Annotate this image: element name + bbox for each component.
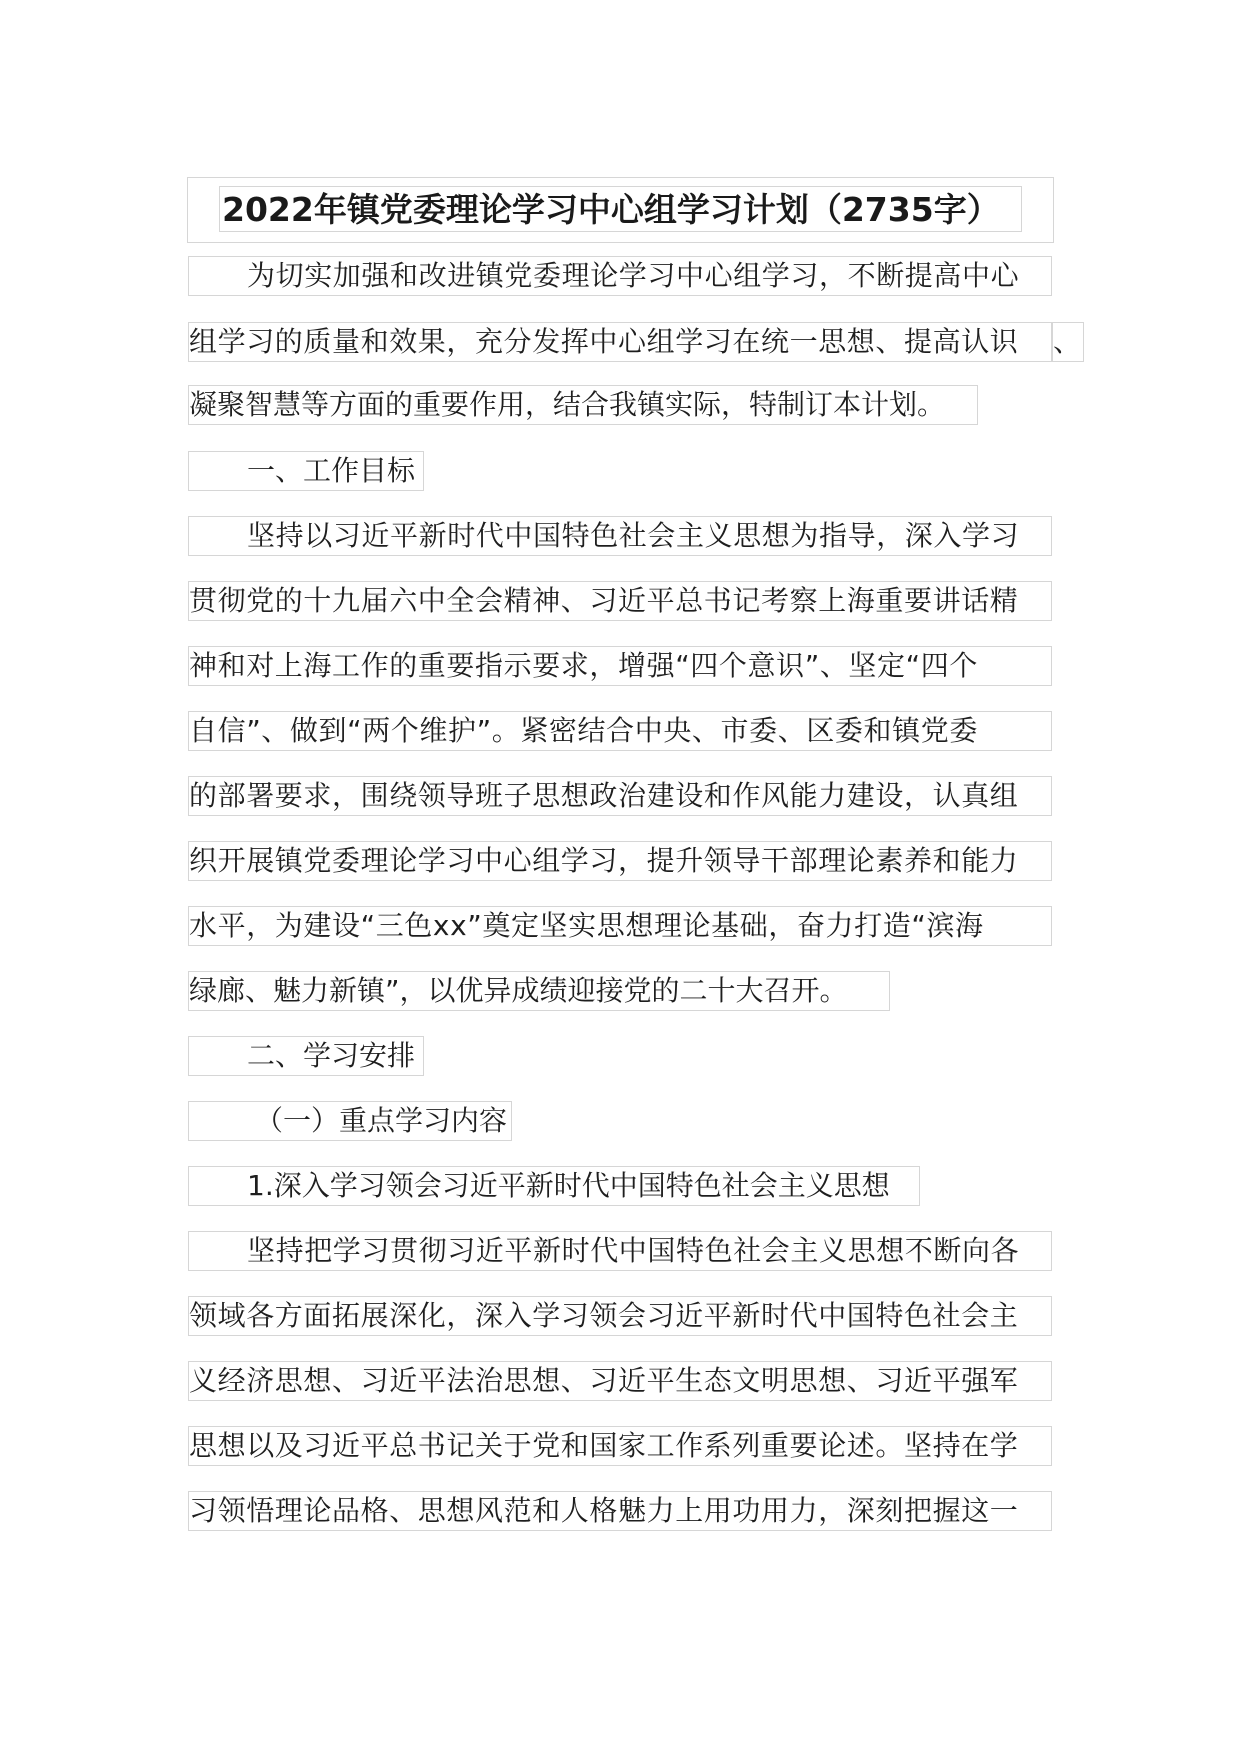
item-heading: 1.深入学习领会习近平新时代中国特色社会主义思想 (188, 1166, 920, 1206)
paragraph-line: 为切实加强和改进镇党委理论学习中心组学习，不断提高中心 (188, 256, 1052, 296)
paragraph-line: 义经济思想、习近平法治思想、习近平生态文明思想、习近平强军 (188, 1361, 1052, 1401)
paragraph-line: 领域各方面拓展深化，深入学习领会习近平新时代中国特色社会主 (188, 1296, 1052, 1336)
paragraph-line: 自信”、做到“两个维护”。紧密结合中央、市委、区委和镇党委 (188, 711, 1052, 751)
subsection-heading: （一）重点学习内容 (188, 1101, 512, 1141)
paragraph-line: 水平，为建设“三色xx”奠定坚实思想理论基础，奋力打造“滨海 (188, 906, 1052, 946)
overflow-punctuation: 、 (1052, 322, 1084, 362)
paragraph-line: 织开展镇党委理论学习中心组学习，提升领导干部理论素养和能力 (188, 841, 1052, 881)
paragraph-line: 凝聚智慧等方面的重要作用，结合我镇实际，特制订本计划。 (188, 385, 978, 425)
paragraph-line: 贯彻党的十九届六中全会精神、习近平总书记考察上海重要讲话精 (188, 581, 1052, 621)
paragraph-line: 思想以及习近平总书记关于党和国家工作系列重要论述。坚持在学 (188, 1426, 1052, 1466)
paragraph-line: 绿廊、魅力新镇”，以优异成绩迎接党的二十大召开。 (188, 971, 890, 1011)
paragraph-line: 坚持以习近平新时代中国特色社会主义思想为指导，深入学习 (188, 516, 1052, 556)
section-heading: 二、学习安排 (188, 1036, 424, 1076)
paragraph-line: 坚持把学习贯彻习近平新时代中国特色社会主义思想不断向各 (188, 1231, 1052, 1271)
paragraph-line: 的部署要求，围绕领导班子思想政治建设和作风能力建设，认真组 (188, 776, 1052, 816)
paragraph-line: 习领悟理论品格、思想风范和人格魅力上用功用力，深刻把握这一 (188, 1491, 1052, 1531)
paragraph-line: 组学习的质量和效果，充分发挥中心组学习在统一思想、提高认识 (188, 322, 1052, 362)
document-title: 2022年镇党委理论学习中心组学习计划（2735字） (222, 190, 1000, 229)
section-heading: 一、工作目标 (188, 451, 424, 491)
paragraph-line: 神和对上海工作的重要指示要求，增强“四个意识”、坚定“四个 (188, 646, 1052, 686)
